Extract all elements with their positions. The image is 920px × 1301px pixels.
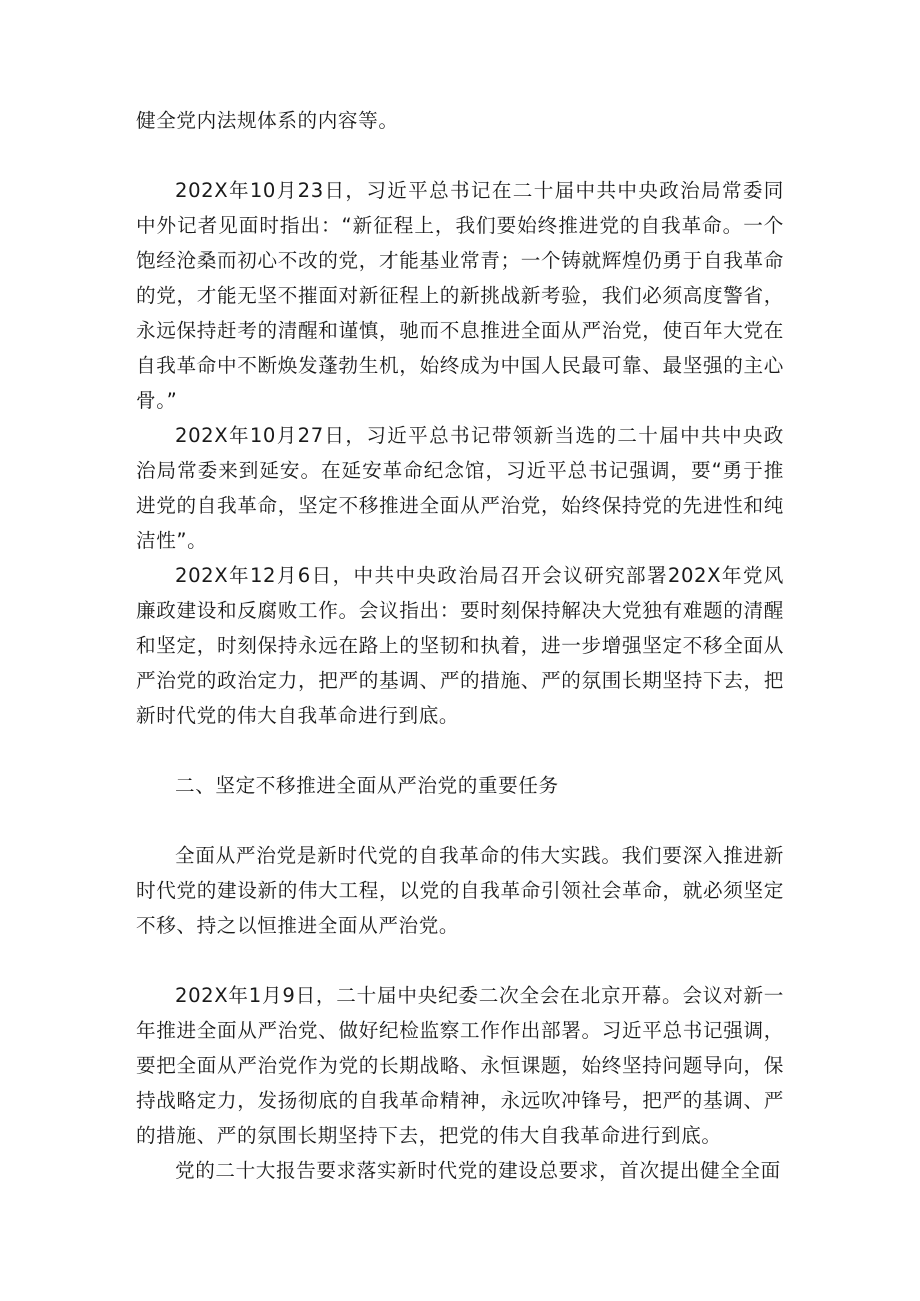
paragraph-twentieth-congress: 党的二十大报告要求落实新时代党的建设总要求，首次提出健全全面: [175, 1159, 781, 1182]
section-heading-two: 二、坚定不移推进全面从严治党的重要任务: [175, 774, 559, 797]
paragraph-continuation: 健全党内法规体系的内容等。: [136, 109, 399, 132]
paragraph-oct-23: 202X年10月23日，习近平总书记在二十届中共中央政治局常委同中外记者见面时指出：“新征程上，我们要始终推进党的自我革命。一个饱经沧桑而初心不改的党，才能基业常青；一个铸就辉煌仍勇于自我革命的党，才能无坚不摧面对新征程上的新挑战新考验，我们必须高度警省，永远保持赶考的清醒和谨慎，驰而不息推进全面从严治党，使百年大党在自我革命中不断焕发蓬勃生机，始终成为中国人民最可靠、最坚强的主心骨。”: [136, 179, 784, 412]
paragraph-jan-9: 202X年1月9日，二十届中央纪委二次全会在北京开幕。会议对新一年推进全面从严治党、做好纪检监察工作作出部署。习近平总书记强调，要把全面从严治党作为党的长期战略、永恒课题，始终坚持问题导向，保持战略定力，发扬彻底的自我革命精神，永远吹冲锋号，把严的基调、严的措施、严的氛围长期坚持下去，把党的伟大自我革命进行到底。: [136, 984, 784, 1147]
paragraph-dec-6: 202X年12月6日，中共中央政治局召开会议研究部署202X年党风廉政建设和反腐败工作。会议指出：要时刻保持解决大党独有难题的清醒和坚定，时刻保持永远在路上的坚韧和执着，进一步增强坚定不移全面从严治党的政治定力，把严的基调、严的措施、严的氛围长期坚持下去，把新时代党的伟大自我革命进行到底。: [136, 564, 784, 727]
paragraph-oct-27: 202X年10月27日，习近平总书记带领新当选的二十届中共中央政治局常委来到延安。在延安革命纪念馆，习近平总书记强调，要“勇于推进党的自我革命，坚定不移推进全面从严治党，始终保持党的先进性和纯洁性”。: [136, 424, 784, 552]
paragraph-strict-governance: 全面从严治党是新时代党的自我革命的伟大实践。我们要深入推进新时代党的建设新的伟大工程，以党的自我革命引领社会革命，就必须坚定不移、持之以恒推进全面从严治党。: [136, 844, 784, 937]
